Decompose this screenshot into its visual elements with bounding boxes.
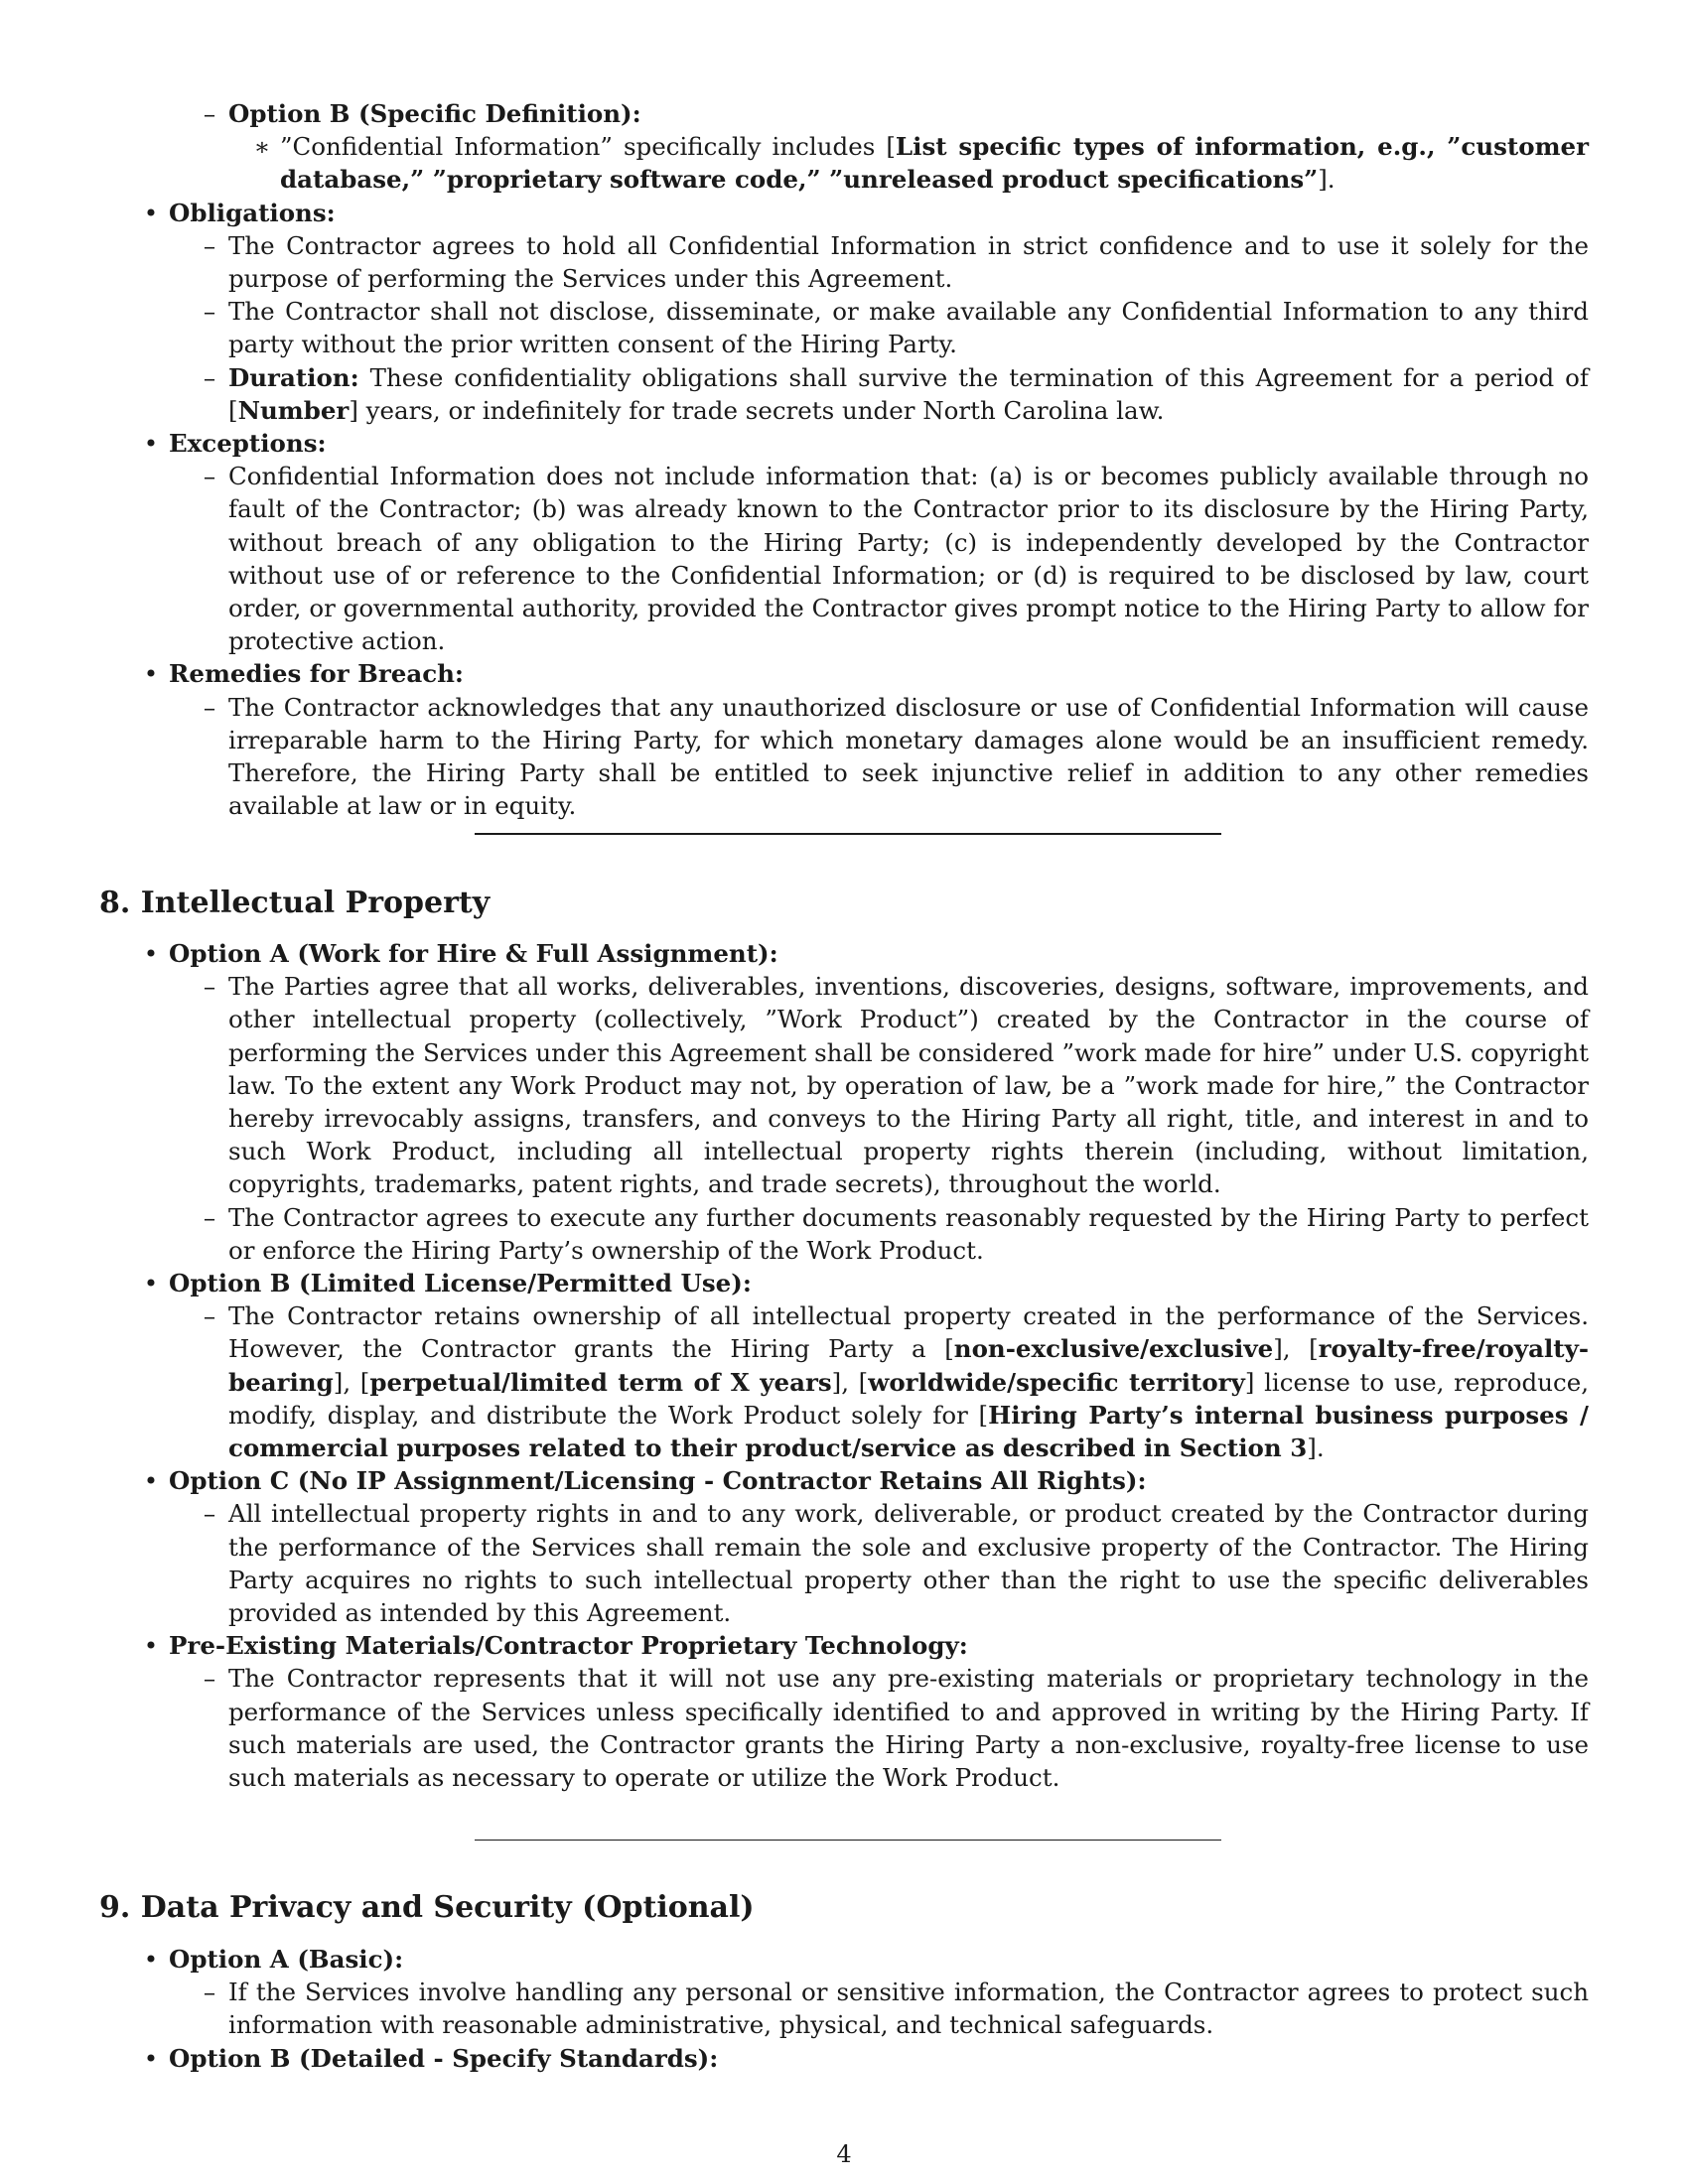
privacy-option-b-heading: Option B (Detailed - Specify Standards): (169, 2043, 719, 2073)
dash-marker: – (203, 972, 216, 1002)
dash-marker: – (203, 1664, 216, 1694)
obligations-item (99, 197, 1589, 229)
dash-marker: – (203, 1978, 216, 2007)
pre-existing-heading: Pre-Existing Materials/Contractor Proprietary Technology: (169, 1631, 968, 1661)
exceptions-text: Confidential Information does not include information that: (a) is or becomes publicly available through no fault of the Contractor; (b) was already known to the Contractor prior to its disclosure by the Hiring Party, without breach of any obligation to the Hiring Party; (c) is independently developed by the Contractor without use of or reference to the Confidential Information; or (d) is required to be disclosed by law, court order, or governmental authority, provided the Contractor gives prompt notice to the Hiring Party to allow for protective action. (228, 462, 1589, 656)
dash-marker: – (203, 99, 216, 128)
license-territory: worldwide/specific territory (868, 1367, 1245, 1397)
license-text-5: ] license to use, reproduce, modify, display, and distribute the Work Product solely for [ (228, 1367, 1589, 1430)
dash-marker: – (203, 1301, 216, 1331)
section-9-body (99, 1943, 1589, 2075)
bullet-marker: • (143, 2043, 159, 2073)
ip-option-a-subitem (99, 970, 1589, 1200)
option-b-definition-heading: Option B (Specific Definition): (228, 99, 641, 128)
ip-option-a-text-1: The Parties agree that all works, deliverables, inventions, discoveries, designs, software, improvements, and other intellectual property (collectively, ”Work Product”) created by the Contractor in the course of performing the Services under this Agreement shall be considered ”work made for hire” under U.S. copyright law. To the extent any Work Product may not, by operation of law, be a ”work made for hire,” the Contractor hereby irrevocably assigns, transfers, and conveys to the Hiring Party all right, title, and interest in and to such Work Product, including all intellectual property rights therein (including, without limitation, copyrights, trademarks, patent rights, and trade secrets), throughout the world. (228, 972, 1589, 1199)
dash-marker: – (203, 462, 216, 491)
license-term: perpetual/limited term of X years (369, 1367, 832, 1397)
obligations-subitem (99, 295, 1589, 360)
exceptions-item (99, 427, 1589, 460)
bullet-marker: • (143, 1631, 159, 1661)
obligations-subitem (99, 229, 1589, 295)
specific-definition-text-pre: ”Confidential Information” specifically includes [ (280, 132, 896, 162)
license-text-1: The Contractor retains ownership of all intellectual property created in the performance of the Services. However, the Contractor grants the Hiring Party a [ (228, 1301, 1589, 1364)
section-8-body (99, 937, 1589, 1794)
dash-marker: – (203, 230, 216, 260)
ip-option-c-subitem (99, 1497, 1589, 1629)
ip-option-a-subitem (99, 1201, 1589, 1267)
ip-option-c-item (99, 1464, 1589, 1497)
remedies-subitem (99, 691, 1589, 823)
ip-option-a-item (99, 937, 1589, 970)
ip-option-a-heading: Option A (Work for Hire & Full Assignment): (169, 939, 778, 968)
star-marker: ∗ (253, 132, 271, 162)
privacy-option-a-subitem (99, 1976, 1589, 2041)
license-text-6: ]. (1307, 1433, 1325, 1463)
license-purpose: Hiring Party’s internal business purposes / commercial purposes related to their product/service as described in Section 3 (228, 1400, 1589, 1463)
remedies-heading: Remedies for Breach: (169, 659, 464, 689)
license-text-3: ], [ (333, 1367, 370, 1397)
section-divider (475, 1840, 1221, 1841)
bullet-marker: • (143, 1466, 159, 1496)
page-number: 4 (836, 2140, 852, 2168)
remedies-text: The Contractor acknowledges that any unauthorized disclosure or use of Confidential Information will cause irreparable harm to the Hiring Party, for which monetary damages alone would be an insufficient remedy. Therefore, the Hiring Party shall be entitled to seek injunctive relief in addition to any other remedies available at law or in equity. (228, 692, 1589, 821)
bullet-marker: • (143, 659, 159, 689)
section-8-title: 8. Intellectual Property (99, 886, 491, 920)
bullet-marker: • (143, 1269, 159, 1298)
ip-option-c-text: All intellectual property rights in and to any work, deliverable, or product created by the Contractor during the performance of the Services shall remain the sole and exclusive property of the Contractor. The Hiring Party acquires no rights to such intellectual property other than the right to use the specific deliverables provided as intended by this Agreement. (228, 1499, 1589, 1628)
remedies-item (99, 657, 1589, 690)
ip-option-b-heading: Option B (Limited License/Permitted Use): (169, 1269, 752, 1298)
duration-text-pre: These confidentiality obligations shall survive the termination of this Agreement for a period of [ (228, 362, 1589, 425)
dash-marker: – (203, 692, 216, 722)
dash-marker: – (203, 1202, 216, 1232)
privacy-option-a-text: If the Services involve handling any personal or sensitive information, the Contractor agrees to protect such information with reasonable administrative, physical, and technical safeguards. (228, 1978, 1589, 2040)
privacy-option-b-item (99, 2042, 1589, 2075)
duration-label: Duration: (228, 362, 359, 392)
obligations-text-2: The Contractor shall not disclose, disseminate, or make available any Confidential Information to any third party without the prior written consent of the Hiring Party. (228, 297, 1589, 359)
section-9-title: 9. Data Privacy and Security (Optional) (99, 1890, 755, 1925)
specific-definition-text-post: ]. (1318, 165, 1336, 195)
dash-marker: – (203, 297, 216, 327)
option-b-definition-item (99, 97, 1589, 130)
section-divider (475, 833, 1221, 835)
dash-marker: – (203, 362, 216, 392)
obligations-text-1: The Contractor agrees to hold all Confidential Information in strict confidence and to use it solely for the purpose of performing the Services under this Agreement. (228, 230, 1589, 294)
license-royalty: royalty-free/royalty-bearing (228, 1334, 1589, 1397)
specific-definition-placeholder: List specific types of information, e.g., ”customer database,” ”proprietary software code,” ”unreleased product specifications” (280, 132, 1589, 195)
dash-marker: – (203, 1499, 216, 1529)
privacy-option-a-item (99, 1943, 1589, 1976)
pre-existing-item (99, 1629, 1589, 1662)
bullet-marker: • (143, 429, 159, 459)
ip-option-c-heading: Option C (No IP Assignment/Licensing - Contractor Retains All Rights): (169, 1466, 1147, 1496)
bullet-marker: • (143, 1945, 159, 1974)
ip-option-b-subitem (99, 1299, 1589, 1464)
ip-option-b-item (99, 1267, 1589, 1299)
pre-existing-text: The Contractor represents that it will not use any pre-existing materials or proprietary technology in the performance of the Services unless specifically identified to and approved in writing by the Hiring Party. If such materials are used, the Contractor grants the Hiring Party a non-exclusive, royalty-free license to use such materials as necessary to operate or utilize the Work Product. (228, 1664, 1589, 1793)
ip-option-a-text-2: The Contractor agrees to execute any further documents reasonably requested by the Hiring Party to perfect or enforce the Hiring Party’s ownership of the Work Product. (228, 1202, 1589, 1265)
license-exclusivity: non-exclusive/exclusive (953, 1334, 1274, 1364)
duration-text-post: ] years, or indefinitely for trade secrets under North Carolina law. (349, 395, 1165, 425)
bullet-marker: • (143, 939, 159, 968)
bullet-marker: • (143, 198, 159, 227)
duration-subitem (99, 361, 1589, 427)
exceptions-heading: Exceptions: (169, 429, 327, 459)
specific-definition-item (99, 130, 1589, 196)
exceptions-subitem (99, 460, 1589, 657)
obligations-heading: Obligations: (169, 198, 336, 227)
duration-placeholder: Number (237, 395, 350, 425)
pre-existing-subitem (99, 1662, 1589, 1794)
confidentiality-continued (99, 97, 1589, 822)
license-text-2: ], [ (1273, 1334, 1319, 1364)
license-text-4: ], [ (831, 1367, 869, 1397)
privacy-option-a-heading: Option A (Basic): (169, 1945, 404, 1974)
